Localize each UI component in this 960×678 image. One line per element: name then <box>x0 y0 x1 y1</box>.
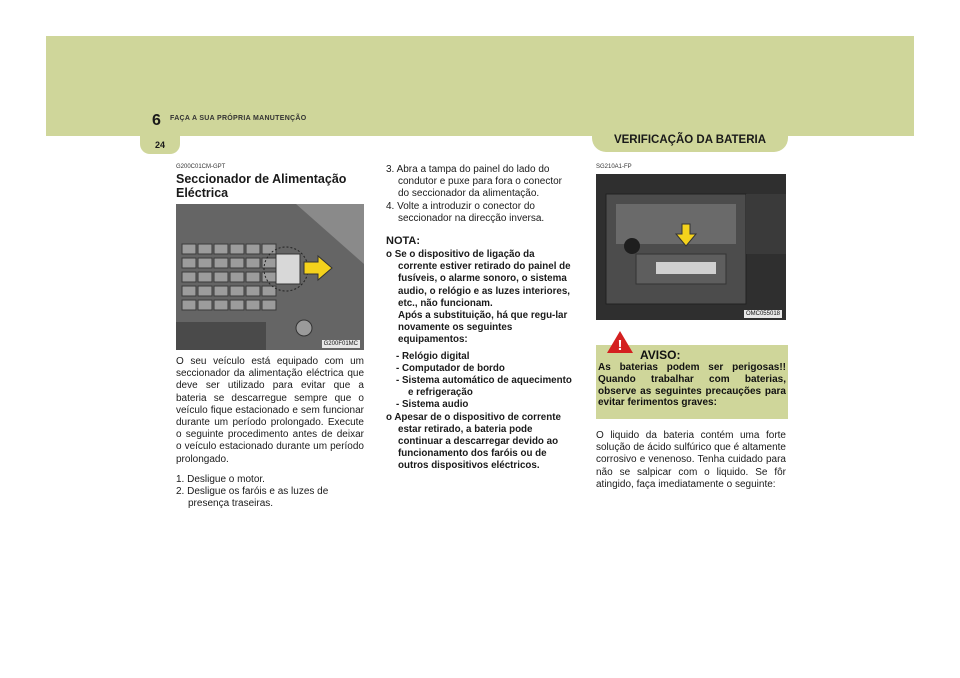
battery-illustration <box>596 174 786 320</box>
nota-item-2: o Apesar de o dispositivo de corrente estar retirado, a bateria pode continuar a descarregar devido ao funcionamento dos faróis ou de outros dispositivos eléctricos. <box>386 411 561 472</box>
chapter-title: FAÇA A SUA PRÓPRIA MANUTENÇÃO <box>170 115 307 122</box>
warning-text: As baterias podem ser perigosas!! Quando trabalhar com baterias, observe as seguintes precauções para evitar ferimentos graves: <box>598 362 786 409</box>
step-2: 2. Desligue os faróis e as luzes de presença traseiras. <box>176 486 329 510</box>
fuse-panel-illustration <box>176 204 364 350</box>
section-tab: VERIFICAÇÃO DA BATERIA <box>592 128 788 152</box>
column-right-text <box>596 430 786 491</box>
photo-caption: G200F01MC <box>323 341 358 347</box>
warning-triangle-icon <box>606 330 634 354</box>
column-middle <box>386 164 574 473</box>
column-left <box>176 164 364 510</box>
step-1: 1. Desligue o motor. <box>176 473 265 485</box>
sub-item-audio: - Sistema audio <box>396 399 469 411</box>
battery-photo <box>596 174 786 320</box>
page-number: 24 <box>140 136 180 154</box>
step-4: 4. Volte a introduzir o conector do seccionador na direcção inversa. <box>386 200 545 224</box>
section-code-battery: SG210A1-FP <box>596 164 632 170</box>
sub-item-computer: - Computador de bordo <box>396 362 505 374</box>
warning-title: AVISO: <box>640 348 681 362</box>
photo-caption-battery: OMC055018 <box>745 311 780 317</box>
section-code: G200C01CM-GPT <box>176 164 226 170</box>
step-3: 3. Abra a tampa do painel do lado do condutor e puxe para fora o conector do seccionador da alimentação. <box>386 164 562 200</box>
acid-paragraph: O liquido da bateria contém uma forte solução de ácido sulfúrico que é altamente corrosivo e venenoso. Tenha cuidado para não se salpicar com o liquido. Se fôr atingido, faça imediatamente o seguinte: <box>596 430 786 490</box>
chapter-number: 6 <box>152 112 161 129</box>
sub-item-clock: - Relógio digital <box>396 350 470 362</box>
section-title: Seccionador de Alimentação Eléctrica <box>176 172 347 200</box>
nota-heading: NOTA: <box>386 235 421 248</box>
nota-item-1: o Se o dispositivo de ligação da corrente estiver retirado do painel de fusíveis, o alarme sonoro, o sistema audio, o relógio e as luzes interiores, etc., não funcionam. <box>386 249 571 309</box>
column-right <box>596 164 786 320</box>
svg-text:!: ! <box>617 337 623 354</box>
intro-paragraph: O seu veículo está equipado com um seccionador da alimentação eléctrica que deve ser utilizado para evitar que a bateria se descarregue sempre que o veículo fique estacionado e sem funcionar durante um período prolongado. Execute o seguinte procedimento antes de deixar o veículo estacionado durante um período prolongado. <box>176 356 364 465</box>
fuse-panel-photo <box>176 204 364 350</box>
sub-item-climate: - Sistema automático de aquecimento e refrigeração <box>396 375 572 399</box>
nota-item-1b: Após a substituição, há que regu-lar novamente os seguintes equipamentos: <box>398 310 568 346</box>
